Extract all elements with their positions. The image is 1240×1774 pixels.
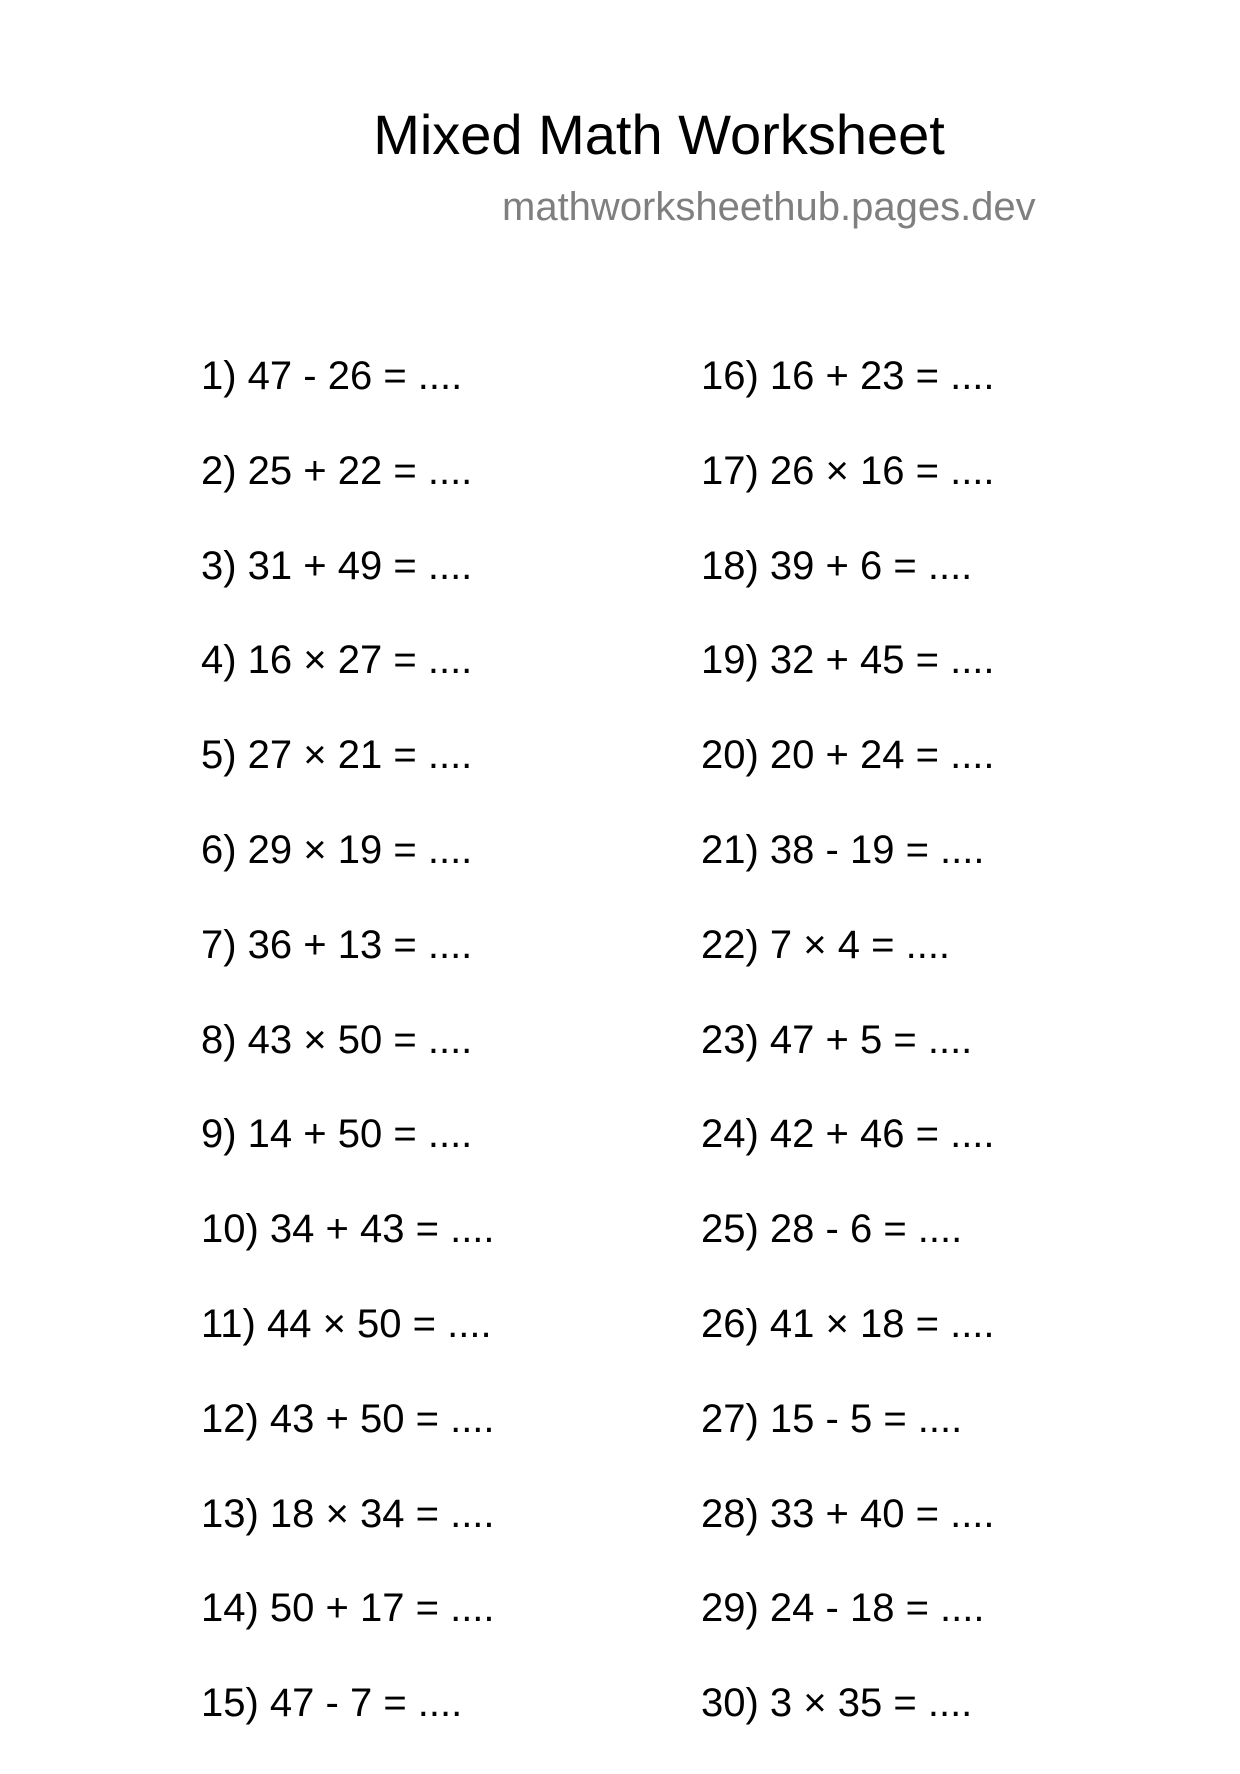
problem-22: 22) 7 × 4 = .... — [701, 922, 951, 967]
problem-28: 28) 33 + 40 = .... — [701, 1491, 995, 1536]
problem-26: 26) 41 × 18 = .... — [701, 1301, 995, 1346]
problem-29: 29) 24 - 18 = .... — [701, 1586, 985, 1631]
problem-30: 30) 3 × 35 = .... — [701, 1681, 973, 1726]
problem-5: 5) 27 × 21 = .... — [201, 733, 473, 778]
problem-2: 2) 25 + 22 = .... — [201, 448, 473, 493]
problem-7: 7) 36 + 13 = .... — [201, 922, 473, 967]
problem-21: 21) 38 - 19 = .... — [701, 827, 985, 872]
problem-20: 20) 20 + 24 = .... — [701, 733, 995, 778]
problem-10: 10) 34 + 43 = .... — [201, 1207, 495, 1252]
problem-27: 27) 15 - 5 = .... — [701, 1396, 963, 1441]
worksheet-title: Mixed Math Worksheet — [373, 103, 945, 166]
problem-9: 9) 14 + 50 = .... — [201, 1112, 473, 1157]
problem-14: 14) 50 + 17 = .... — [201, 1586, 495, 1631]
problem-12: 12) 43 + 50 = .... — [201, 1396, 495, 1441]
problem-column-right — [701, 352, 995, 1774]
problem-11: 11) 44 × 50 = .... — [201, 1301, 492, 1346]
problem-6: 6) 29 × 19 = .... — [201, 827, 473, 872]
problem-15: 15) 47 - 7 = .... — [201, 1681, 463, 1726]
problem-3: 3) 31 + 49 = .... — [201, 543, 473, 588]
problem-8: 8) 43 × 50 = .... — [201, 1017, 473, 1062]
problem-13: 13) 18 × 34 = .... — [201, 1491, 495, 1536]
problem-19: 19) 32 + 45 = .... — [701, 638, 995, 683]
problem-column-left — [201, 352, 495, 1774]
problem-25: 25) 28 - 6 = .... — [701, 1207, 963, 1252]
problem-4: 4) 16 × 27 = .... — [201, 638, 473, 683]
problem-23: 23) 47 + 5 = .... — [701, 1017, 973, 1062]
problem-1: 1) 47 - 26 = .... — [201, 354, 463, 398]
problem-16: 16) 16 + 23 = .... — [701, 354, 995, 398]
source-url: mathworksheethub.pages.dev — [502, 185, 1036, 229]
problem-17: 17) 26 × 16 = .... — [701, 448, 995, 493]
problem-24: 24) 42 + 46 = .... — [701, 1112, 995, 1157]
problem-18: 18) 39 + 6 = .... — [701, 543, 973, 588]
